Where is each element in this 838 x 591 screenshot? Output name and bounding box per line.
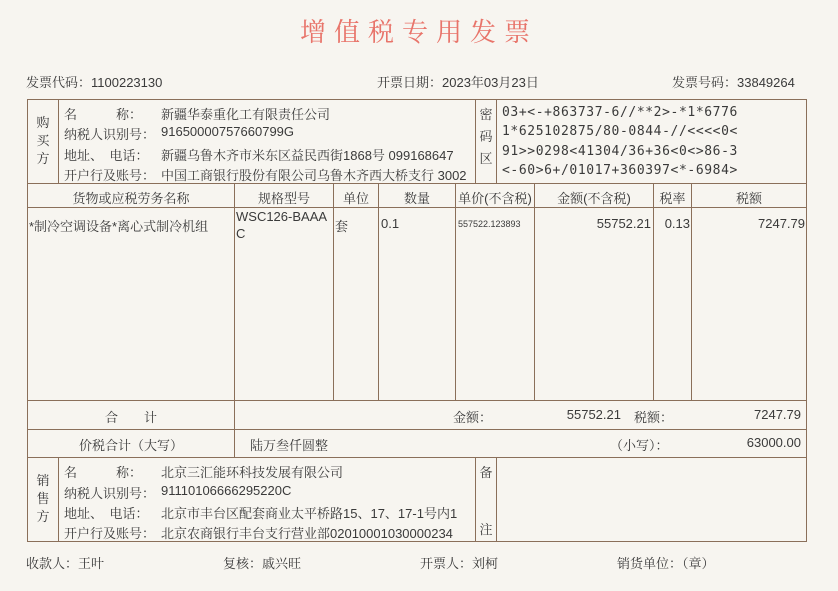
item-amount: 55752.21 [596, 216, 651, 231]
table-divider [496, 457, 497, 541]
table-border [27, 99, 28, 542]
invoice-date [377, 72, 539, 91]
item-price: 557522.123893 [458, 219, 521, 229]
footer-payee [26, 553, 104, 572]
grand-total-label: 价税合计（大写） [78, 438, 183, 453]
remarks-label-top: 备 [479, 465, 493, 480]
col-header-qty: 数量 [403, 191, 430, 206]
col-header-price: 单价(不含税) [458, 191, 532, 206]
item-qty: 0.1 [381, 216, 400, 231]
grand-total-small-label: （小写）： [610, 438, 669, 453]
table-divider [27, 429, 807, 430]
payee-label: 收款人： [26, 556, 79, 571]
footer-seller-stamp: 销货单位：（章） [617, 556, 715, 571]
seller-address: 北京市丰台区配套商业太平桥路15、17、17-1号内1 [161, 506, 458, 521]
table-divider [234, 400, 235, 457]
col-header-name: 货物或应税劳务名称 [72, 191, 190, 206]
col-header-tax: 税额 [735, 191, 762, 206]
seller-side-char: 销 [36, 473, 50, 488]
table-divider [27, 457, 807, 458]
buyer-side-label [33, 114, 53, 168]
table-divider [58, 457, 59, 541]
invoice-code [26, 72, 162, 91]
remarks-area [498, 459, 804, 539]
table-divider [27, 400, 807, 401]
invoice-code-label: 发票代码： [26, 75, 92, 90]
table-border [806, 99, 807, 542]
item-name: *制冷空调设备*离心式制冷机组 [29, 219, 209, 234]
table-divider [58, 99, 59, 183]
buyer-side-char: 方 [36, 151, 50, 166]
seller-side-char: 售 [36, 491, 50, 506]
col-header-spec: 规格型号 [257, 191, 310, 206]
table-divider [234, 183, 235, 400]
cipher-line: 91>>0298<41304/36+36<0<>86-3 [502, 144, 738, 159]
table-border [27, 99, 807, 100]
table-divider [496, 99, 497, 183]
item-spec-line: WSC126-BAAA [236, 209, 328, 224]
table-divider [378, 183, 379, 400]
drawer-value: 刘柯 [472, 556, 499, 571]
seller-bank-label: 开户行及账号： [64, 526, 156, 541]
invoice-code-value: 1100223130 [91, 75, 163, 90]
buyer-side-char: 买 [36, 133, 50, 148]
col-header-rate: 税率 [659, 191, 686, 206]
table-divider [333, 183, 334, 400]
reviewer-label: 复核： [223, 556, 263, 571]
totals-amount: 55752.21 [566, 407, 621, 422]
invoice-title: 增值税专用发票 [299, 17, 538, 47]
buyer-tax-label: 纳税人识别号： [64, 127, 156, 142]
buyer-address-label: 地址、 电话： [64, 148, 149, 163]
drawer-label: 开票人： [420, 556, 473, 571]
item-unit: 套 [335, 219, 349, 234]
footer-drawer [420, 553, 498, 572]
cipher-side-label [476, 106, 496, 168]
grand-total-words: 陆万叁仟圆整 [250, 438, 329, 453]
seller-name-label: 名 称： [64, 465, 143, 480]
item-rate: 0.13 [664, 216, 690, 231]
seller-address-label: 地址、 电话： [64, 506, 149, 521]
totals-amount-label: 金额： [453, 410, 493, 425]
seller-side-char: 方 [36, 509, 50, 524]
buyer-bank: 中国工商银行股份有限公司乌鲁木齐西大桥支行 3002 [161, 168, 467, 183]
seller-side-label [33, 472, 53, 526]
cipher-side-char: 区 [479, 151, 493, 166]
table-divider [455, 183, 456, 400]
grand-total-small: 63000.00 [746, 435, 801, 450]
item-tax: 7247.79 [758, 216, 805, 231]
invoice-number-label: 发票号码： [672, 75, 738, 90]
seller-bank: 北京农商银行丰台支行营业部02010001030000234 [161, 526, 453, 541]
col-header-unit: 单位 [342, 191, 369, 206]
cipher-side-char: 码 [479, 129, 493, 144]
seller-tax-id: 91110106666295220C [161, 483, 292, 498]
table-divider [27, 207, 807, 208]
cipher-line: 03+<-+863737-6//**2>-*1*6776 [502, 105, 738, 120]
cipher-line: <-60>6+/01017+360397<*-6984> [502, 163, 738, 178]
buyer-tax-id: 91650000757660799G [161, 124, 295, 139]
totals-label: 合 计 [104, 410, 157, 425]
buyer-name: 新疆华泰重化工有限责任公司 [161, 107, 331, 122]
invoice-number-value: 33849264 [737, 75, 795, 90]
footer-reviewer [223, 553, 301, 572]
buyer-side-char: 购 [36, 115, 50, 130]
buyer-name-label: 名 称： [64, 107, 143, 122]
buyer-bank-label: 开户行及账号： [64, 168, 156, 183]
invoice-date-value: 2023年03月23日 [442, 75, 539, 90]
buyer-address: 新疆乌鲁木齐市米东区益民西街1868号 099168647 [161, 148, 454, 163]
payee-value: 王叶 [78, 556, 105, 571]
item-spec-line: C [236, 226, 246, 241]
totals-tax: 7247.79 [754, 407, 801, 422]
cipher-side-char: 密 [479, 107, 493, 122]
remarks-label-bottom: 注 [479, 522, 493, 537]
totals-tax-label: 税额： [634, 410, 674, 425]
seller-tax-label: 纳税人识别号： [64, 486, 156, 501]
col-header-amount: 金额(不含税) [557, 191, 631, 206]
seller-name: 北京三汇能环科技发展有限公司 [161, 465, 344, 480]
invoice-number [672, 72, 795, 91]
invoice-date-label: 开票日期： [377, 75, 443, 90]
reviewer-value: 戚兴旺 [262, 556, 302, 571]
cipher-line: 1*625102875/80-0844-//<<<<0< [502, 124, 738, 139]
